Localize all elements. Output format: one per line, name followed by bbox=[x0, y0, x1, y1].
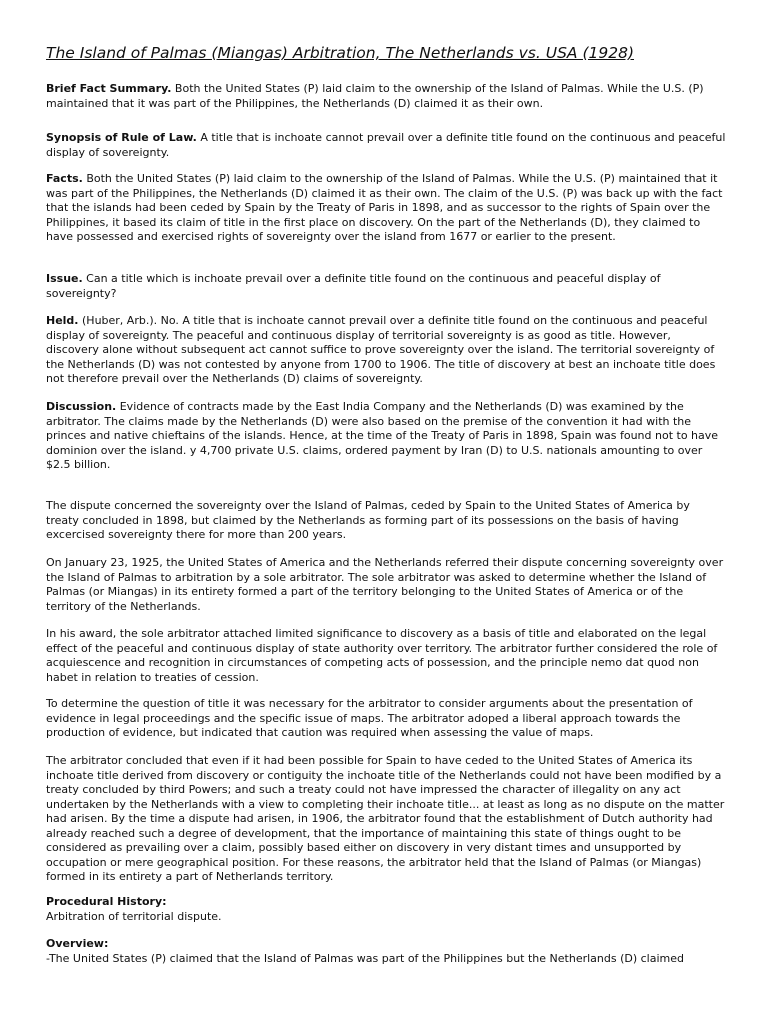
section-body: Evidence of contracts made by the East India Company and the Netherlands (D) was examined by the arbitrator. The claims made by the Netherlands (D) were also based on the premise of the convention it had with the princes and native chieftains of the islands. Hence, at the time of the Treaty of Paris in 1898, Spain was found not to have dominion over the island. y 4,700 private U.S. claims, ordered payment by Iran (D) to U.S. nationals amounting to over $2.5 billion. bbox=[46, 400, 719, 471]
section-heading: Facts. bbox=[46, 172, 83, 185]
issue-section bbox=[46, 272, 726, 301]
section-body: Both the United States (P) laid claim to the ownership of the Island of Palmas. While the U.S. (P) maintained that it was part of the Philippines, the Netherlands (D) claimed it as their own. bbox=[46, 82, 704, 110]
section-heading: Issue. bbox=[46, 272, 83, 285]
held-section bbox=[46, 314, 726, 387]
synopsis-rule-of-law bbox=[46, 131, 726, 160]
body-paragraph: In his award, the sole arbitrator attached limited significance to discovery as a basis of title and elaborated on the legal effect of the peaceful and continuous display of state authority over territory. The arbitrator further considered the role of acquiescence and recognition in circumstances of competing acts of possession, and the principle nemo dat quod non habet in relation to treaties of cession. bbox=[46, 627, 718, 684]
procedural-history bbox=[46, 895, 726, 924]
discussion-section bbox=[46, 400, 726, 473]
overview bbox=[46, 937, 726, 966]
section-body: Can a title which is inchoate prevail over a definite title found on the continuous and peaceful display of sovereignty? bbox=[46, 272, 661, 300]
section-heading: Synopsis of Rule of Law. bbox=[46, 131, 197, 144]
facts-section bbox=[46, 172, 726, 245]
section-body: (Huber, Arb.). No. A title that is inchoate cannot prevail over a definite title found on the continuous and peaceful display of sovereignty. The peaceful and continuous display of territorial sovereignty is as good as title. However, discovery alone without subsequent act cannot suffice to prove sovereignty over the island. The territorial sovereignty of the Netherlands (D) was not contested by anyone from 1700 to 1906. The title of discovery at best an inchoate title does not therefore prevail over the Netherlands (D) claims of sovereignty. bbox=[46, 314, 716, 385]
section-body: Both the United States (P) laid claim to the ownership of the Island of Palmas. While the U.S. (P) maintained that it was part of the Philippines, the Netherlands (D) claimed it as their own. The claim of the U.S. (P) was back up with the fact that the islands had been ceded by Spain by the Treaty of Paris in 1898, and as successor to the rights of Spain over the Philippines, it based its claim of title in the first place on discovery. On the part of the Netherlands (D), they claimed to have possessed and exercised rights of sovereignty over the island from 1677 or earlier to the present. bbox=[46, 172, 723, 243]
section-body: -The United States (P) claimed that the Island of Palmas was part of the Philippines but the Netherlands (D) claimed bbox=[46, 951, 685, 965]
body-paragraph: The dispute concerned the sovereignty over the Island of Palmas, ceded by Spain to the United States of America by treaty concluded in 1898, but claimed by the Netherlands as forming part of its possessions on the basis of having excercised sovereignty there for more than 200 years. bbox=[46, 499, 690, 541]
brief-fact-summary bbox=[46, 82, 726, 111]
body-paragraph: To determine the question of title it was necessary for the arbitrator to consider arguments about the presentation of evidence in legal proceedings and the specific issue of maps. The arbitrator adoped a liberal approach towards the production of evidence, but indicated that caution was required when assessing the value of maps. bbox=[46, 697, 693, 739]
section-heading: Overview: bbox=[46, 937, 109, 950]
section-heading: Held. bbox=[46, 314, 79, 327]
document-title: The Island of Palmas (Miangas) Arbitration, The Netherlands vs. USA (1928) bbox=[46, 44, 634, 62]
section-heading: Brief Fact Summary. bbox=[46, 82, 172, 95]
body-paragraph: The arbitrator concluded that even if it had been possible for Spain to have ceded to the United States of America its inchoate title derived from discovery or contiguity the inchoate title of the Netherlands could not have been modified by a treaty concluded by third Powers; and such a treaty could not have impressed the character of illegality on any act undertaken by the Netherlands with a view to completing their inchoate title... at least as long as no dispute on the matter had arisen. By the time a dispute had arisen, in 1906, the arbitrator found that the establishment of Dutch authority had already reached such a degree of development, that the importance of maintaining this state of things ought to be considered as prevailing over a claim, possibly based either on discovery in very distant times and unsupported by occupation or mere geographical position. For these reasons, the arbitrator held that the Island of Palmas (or Miangas) formed in its entirety a part of Netherlands territory. bbox=[46, 754, 725, 883]
section-heading: Procedural History: bbox=[46, 895, 167, 908]
section-body: Arbitration of territorial dispute. bbox=[46, 909, 222, 923]
section-body: A title that is inchoate cannot prevail over a definite title found on the continuous and peaceful display of sovereignty. bbox=[46, 131, 726, 159]
section-heading: Discussion. bbox=[46, 400, 117, 413]
body-paragraph: On January 23, 1925, the United States of America and the Netherlands referred their dispute concerning sovereignty over the Island of Palmas to arbitration by a sole arbitrator. The sole arbitrator was asked to determine whether the Island of Palmas (or Miangas) in its entirety formed a part of the territory belonging to the United States of America or of the territory of the Netherlands. bbox=[46, 556, 724, 613]
